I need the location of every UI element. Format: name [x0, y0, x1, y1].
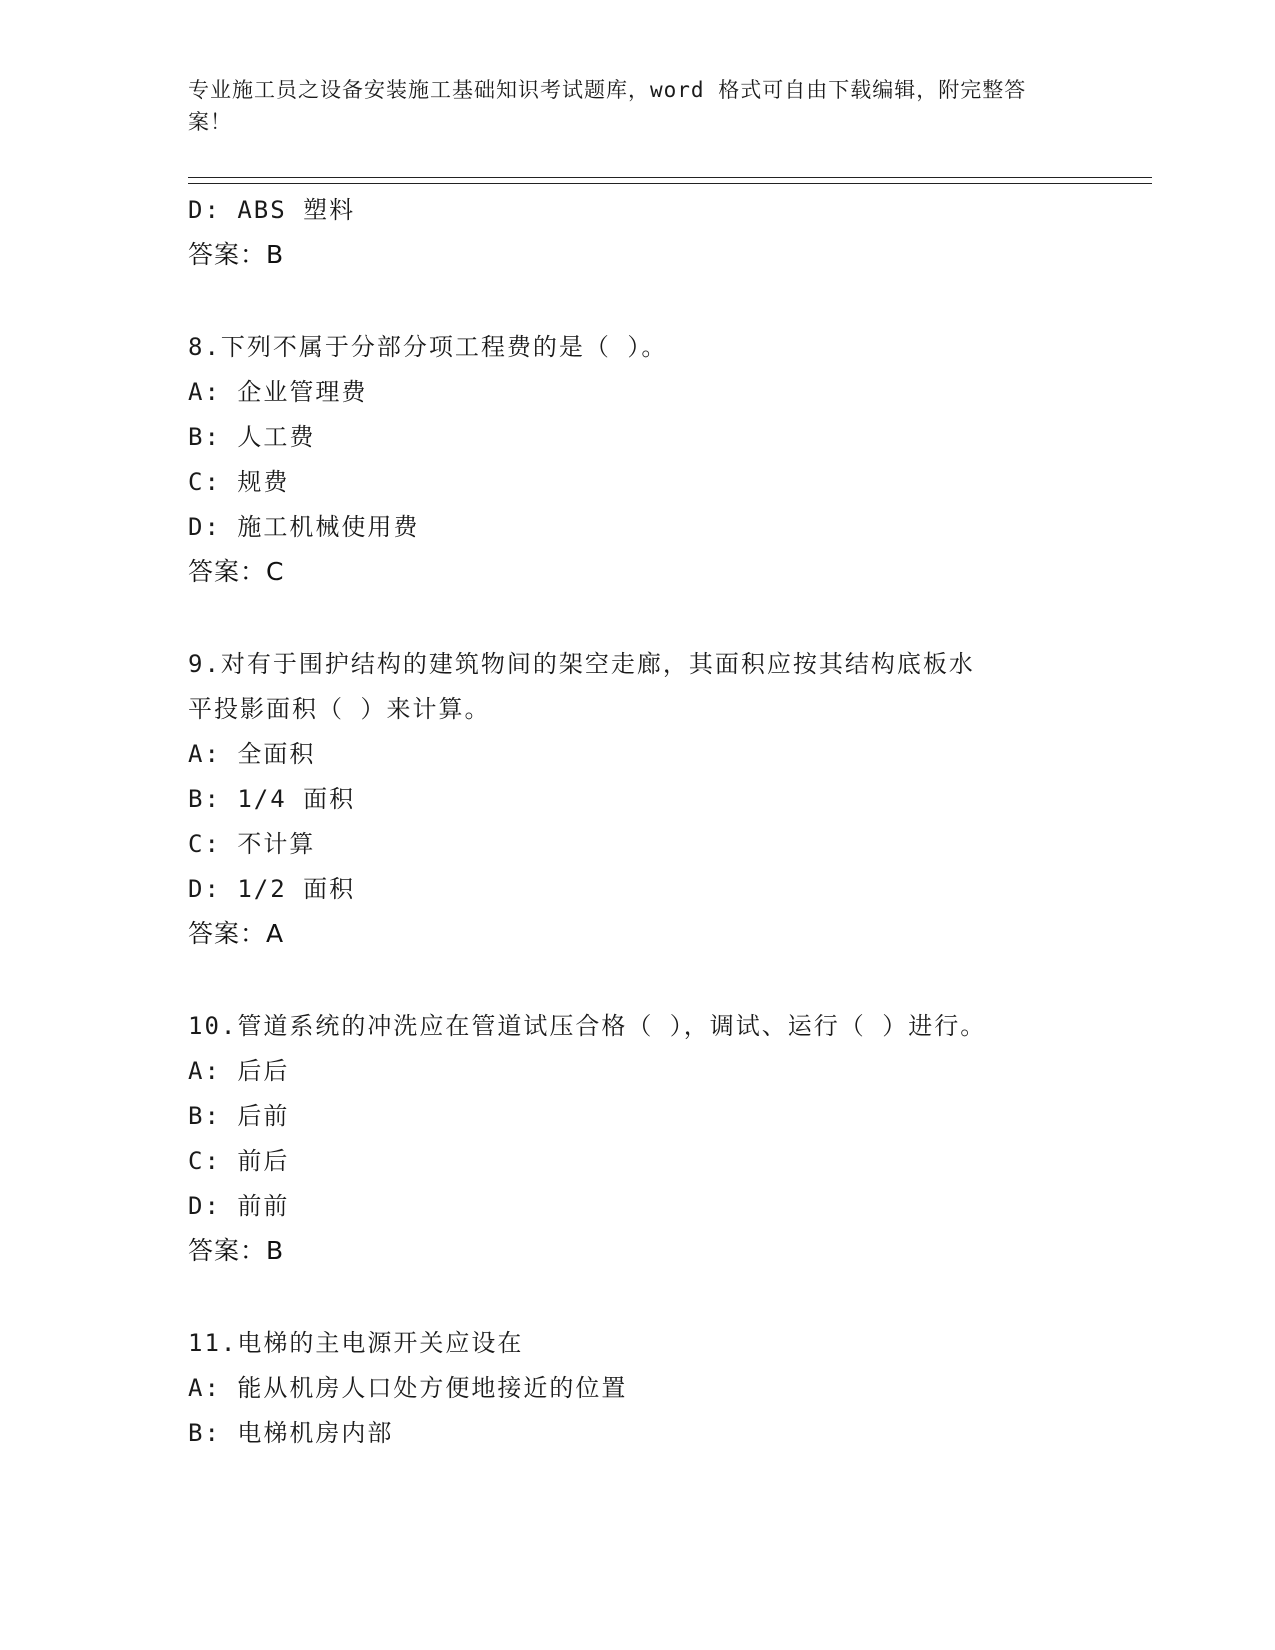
question-stem: 10.管道系统的冲洗应在管道试压合格（ ），调试、运行（ ）进行。: [188, 1012, 987, 1040]
option-a: A: 全面积: [188, 740, 316, 768]
option-c: C: 不计算: [188, 830, 316, 858]
option-d: D: 施工机械使用费: [188, 513, 420, 541]
header-divider-top: [188, 177, 1152, 178]
option-b: B: 后前: [188, 1102, 290, 1130]
option-c: C: 规费: [188, 468, 290, 496]
question-stem: 8.下列不属于分部分项工程费的是（ ）。: [188, 333, 668, 361]
answer-line: 答案：B: [188, 1236, 285, 1265]
answer-line: 答案：B: [188, 240, 285, 269]
option-a: A: 后后: [188, 1057, 290, 1085]
answer-line: 答案：A: [188, 919, 285, 948]
question-stem: 11.电梯的主电源开关应设在: [188, 1329, 524, 1357]
document-header: 专业施工员之设备安装施工基础知识考试题库，word 格式可自由下载编辑，附完整答案！: [188, 78, 1027, 134]
option-a: A: 企业管理费: [188, 378, 368, 406]
header-divider-bottom: [188, 183, 1152, 184]
option-d: D: 1/2 面积: [188, 875, 356, 903]
question-stem: 9.对有于围护结构的建筑物间的架空走廊，其面积应按其结构底板水: [188, 650, 975, 678]
answer-line: 答案：C: [188, 557, 285, 586]
option-b: B: 人工费: [188, 423, 316, 451]
option-a: A: 能从机房人口处方便地接近的位置: [188, 1374, 628, 1402]
option-b: B: 1/4 面积: [188, 785, 356, 813]
option-d: D: 前前: [188, 1192, 290, 1220]
question-stem-continued: 平投影面积（ ）来计算。: [188, 695, 491, 723]
option-c: C: 前后: [188, 1147, 290, 1175]
option-b: B: 电梯机房内部: [188, 1419, 394, 1447]
option-d: D: ABS 塑料: [188, 196, 356, 224]
